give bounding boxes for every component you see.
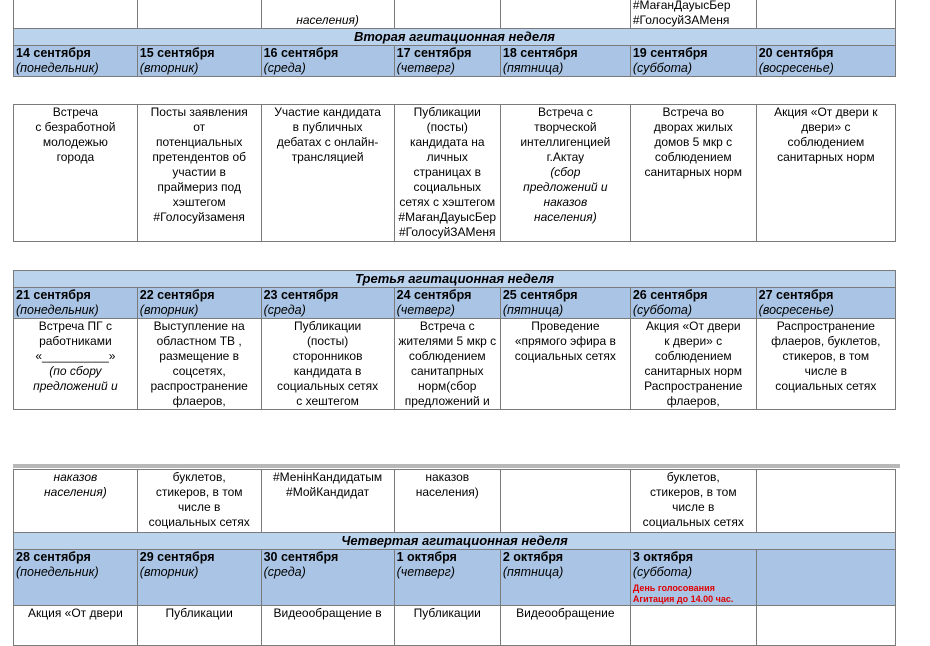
week-title: Вторая агитационная неделя	[14, 29, 896, 46]
weekday: (пятница)	[502, 61, 564, 75]
week-title: Четвертая агитационная неделя	[14, 533, 896, 550]
date-header-row	[14, 288, 896, 319]
date: 23 сентября	[263, 288, 339, 302]
date: 19 сентября	[632, 46, 708, 60]
date: 1 октября	[396, 550, 457, 564]
date: 15 сентября	[139, 46, 215, 60]
continuation-cell: наказов населения)	[394, 470, 500, 533]
date: 17 сентября	[396, 46, 472, 60]
schedule-table-week4	[13, 469, 896, 646]
day-cell	[394, 550, 500, 606]
cell-text: населения)	[296, 13, 359, 27]
day-cell	[261, 550, 394, 606]
activity-cell: Проведение «прямого эфира в социальных сетях	[500, 319, 630, 410]
cell	[14, 0, 138, 29]
day-cell	[500, 288, 630, 319]
activity-cell	[14, 319, 138, 410]
date: 14 сентября	[16, 46, 91, 60]
weekday: (вторник)	[139, 565, 199, 579]
date: 28 сентября	[16, 550, 91, 564]
activity-note: (сбор предложений и наказов населения)	[523, 165, 608, 224]
day-cell	[137, 550, 261, 606]
date: 30 сентября	[263, 550, 339, 564]
activities-row	[14, 606, 896, 646]
weekday: (среда)	[263, 61, 306, 75]
week-title-row	[14, 29, 896, 46]
activity-cell: Распространение флаеров, буклетов, стикеров, в том числе в социальных сетях	[756, 319, 895, 410]
activity-cell	[500, 105, 630, 242]
activity-cell: Видеообращение в	[261, 606, 394, 646]
activity-cell: Акция «От двери	[14, 606, 138, 646]
activities-row	[14, 319, 896, 410]
weekday: (четверг)	[396, 565, 455, 579]
continuation-row	[14, 470, 896, 533]
activity-cell: Участие кандидата в публичных дебатах с онлайн- трансляцией	[261, 105, 394, 242]
activity-cell: Встреча с безработной молодежью города	[14, 105, 138, 242]
week1-tail-row	[14, 0, 896, 29]
day-cell	[756, 46, 895, 77]
activity-cell: Публикации (посты) сторонников кандидата в социальных сетях с хештегом	[261, 319, 394, 410]
day-cell	[394, 46, 500, 77]
activity-text: Встреча с творческой интеллигенцией г.Актау	[520, 105, 611, 164]
day-cell	[14, 550, 138, 606]
weekday: (четверг)	[396, 61, 455, 75]
continuation-cell: буклетов, стикеров, в том числе в социальных сетях	[137, 470, 261, 533]
date-header-row	[14, 550, 896, 606]
activity-cell: Видеообращение	[500, 606, 630, 646]
schedule-table-week2	[13, 0, 896, 77]
date-header-row	[14, 46, 896, 77]
date: 21 сентября	[16, 288, 91, 302]
activity-text: Встреча ПГ с работниками «__________»	[35, 319, 116, 363]
activity-cell: Выступление на областном ТВ , размещение в соцсетях, распространение флаеров,	[137, 319, 261, 410]
weekday: (вторник)	[139, 61, 199, 75]
schedule-table-week3	[13, 270, 896, 410]
cell-text: #МағанДауысБер #ГолосуйЗАМеня	[632, 0, 731, 27]
day-cell	[14, 288, 138, 319]
cell	[500, 0, 630, 29]
weekday: (суббота)	[632, 565, 693, 579]
continuation-cell	[756, 470, 895, 533]
weekday: (понедельник)	[16, 303, 99, 317]
activities-table-week2	[13, 104, 896, 242]
weekday: (суббота)	[632, 303, 693, 317]
week-title-row	[14, 271, 896, 288]
continuation-cell: наказов населения)	[14, 470, 138, 533]
continuation-cell: буклетов, стикеров, в том числе в социальных сетях	[630, 470, 756, 533]
cell	[394, 0, 500, 29]
day-cell	[500, 46, 630, 77]
day-cell	[137, 288, 261, 319]
activity-cell: Встреча с жителями 5 мкр с соблюдением санитапрных норм(сбор предложений и	[394, 319, 500, 410]
day-cell	[630, 46, 756, 77]
weekday: (пятница)	[502, 565, 564, 579]
date: 16 сентября	[263, 46, 339, 60]
date: 26 сентября	[632, 288, 708, 302]
day-cell	[630, 550, 756, 606]
date: 24 сентября	[396, 288, 472, 302]
activity-note: (по сбору предложений и	[33, 364, 118, 393]
continuation-cell: #МенінКандидатым #МойКандидат	[261, 470, 394, 533]
date: 2 октября	[502, 550, 564, 564]
agitation-deadline-note: Агитация до 14.00 час.	[632, 594, 734, 604]
date: 27 сентября	[758, 288, 834, 302]
activity-cell: Встреча во дворах жилых домов 5 мкр с соблюдением санитарных норм	[630, 105, 756, 242]
date: 3 октября	[632, 550, 694, 564]
weekday: (понедельник)	[16, 61, 99, 75]
weekday: (вторник)	[139, 303, 199, 317]
page-break-divider	[13, 464, 900, 468]
weekday: (понедельник)	[16, 565, 99, 579]
day-cell	[137, 46, 261, 77]
day-cell	[261, 46, 394, 77]
day-cell	[630, 288, 756, 319]
week-title: Третья агитационная неделя	[14, 271, 896, 288]
date: 22 сентября	[139, 288, 215, 302]
day-cell	[394, 288, 500, 319]
day-cell	[500, 550, 630, 606]
cell	[261, 0, 394, 29]
weekday: (среда)	[263, 565, 306, 579]
activity-cell: Публикации (посты) кандидата на личных страницах в социальных сетях с хэштегом #МағанДауысБер #ГолосуйЗАМеня	[394, 105, 500, 242]
activity-cell	[756, 606, 895, 646]
activity-cell: Акция «От двери к двери» с соблюдением санитарных норм Распространение флаеров,	[630, 319, 756, 410]
weekday: (четверг)	[396, 303, 455, 317]
date: 18 сентября	[502, 46, 578, 60]
activity-cell: Публикации	[394, 606, 500, 646]
weekday: (суббота)	[632, 61, 693, 75]
activity-cell	[630, 606, 756, 646]
cell	[630, 0, 756, 29]
activity-cell: Акция «От двери к двери» с соблюдением санитарных норм	[756, 105, 895, 242]
activity-cell: Посты заявления от потенциальных претендентов об участии в праймериз под хэштегом #Голосуйзаменя	[137, 105, 261, 242]
voting-day-note: День голосования	[632, 583, 715, 593]
date: 20 сентября	[758, 46, 834, 60]
day-cell	[756, 288, 895, 319]
date: 29 сентября	[139, 550, 215, 564]
continuation-cell	[500, 470, 630, 533]
day-cell	[756, 550, 895, 606]
weekday: (среда)	[263, 303, 306, 317]
weekday: (пятница)	[502, 303, 564, 317]
date: 25 сентября	[502, 288, 578, 302]
cell	[137, 0, 261, 29]
day-cell	[14, 46, 138, 77]
activities-row	[14, 105, 896, 242]
activity-cell: Публикации	[137, 606, 261, 646]
week-title-row	[14, 533, 896, 550]
weekday: (восресенье)	[758, 303, 834, 317]
weekday: (восресенье)	[758, 61, 834, 75]
day-cell	[261, 288, 394, 319]
cell	[756, 0, 895, 29]
